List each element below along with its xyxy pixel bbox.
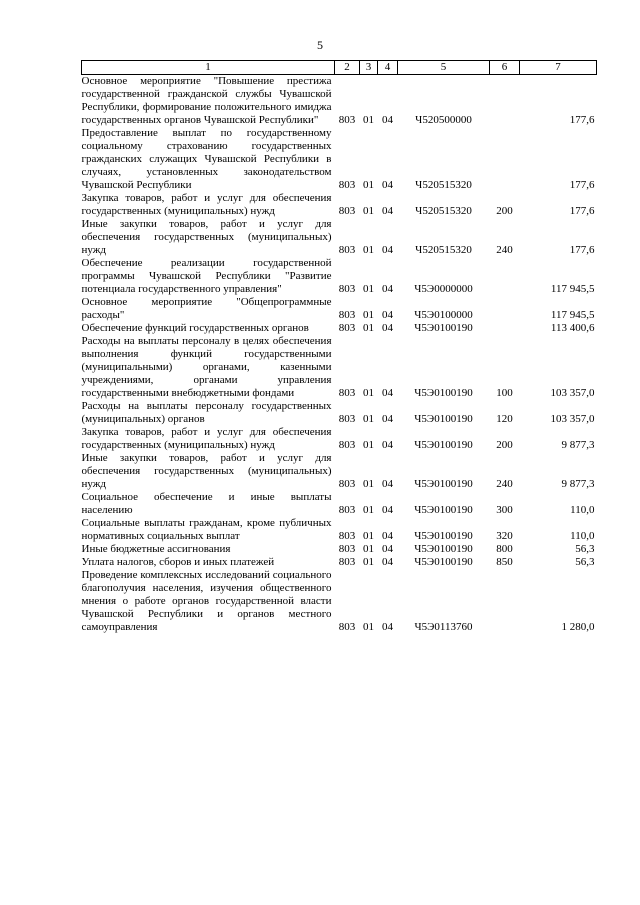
- row-amount: 103 357,0: [550, 387, 595, 399]
- row-expense-type: 240: [496, 244, 513, 256]
- row-target-article: Ч520500000: [415, 114, 472, 126]
- row-expense-type: [490, 257, 520, 296]
- row-name: Иные закупки товаров, работ и услуг для обеспечения государственных (муниципальных) нужд: [81, 452, 332, 490]
- row-subsection: 04: [382, 621, 393, 633]
- page-number: 5: [317, 38, 323, 52]
- table-row: [82, 75, 597, 128]
- row-name: Основное мероприятие "Общепрограммные расходы": [81, 296, 332, 321]
- row-subsection: 04: [382, 543, 393, 555]
- row-grbs: 803: [338, 309, 356, 321]
- row-amount: 113 400,6: [550, 322, 595, 334]
- table-row: [82, 452, 597, 491]
- row-amount: 177,6: [569, 205, 595, 217]
- header-col-2: 2: [335, 61, 360, 75]
- row-name: Уплата налогов, сборов и иных платежей: [81, 556, 275, 568]
- table-row: [82, 491, 597, 517]
- header-col-7: 7: [520, 61, 597, 75]
- row-name: Обеспечение функций государственных органов: [81, 322, 309, 334]
- row-target-article: Ч5Э0100190: [414, 478, 473, 490]
- row-amount: 177,6: [569, 179, 595, 191]
- table-row: [82, 400, 597, 426]
- row-name: Социальное обеспечение и иные выплаты населению: [81, 491, 332, 516]
- row-subsection: 04: [382, 530, 393, 542]
- row-grbs: 803: [338, 621, 356, 633]
- row-amount: 110,0: [570, 504, 595, 516]
- row-expense-type: [490, 296, 520, 322]
- row-section: 01: [363, 179, 374, 191]
- row-expense-type: 240: [496, 478, 513, 490]
- row-target-article: Ч5Э0100190: [414, 556, 473, 568]
- table-row: [82, 192, 597, 218]
- row-target-article: Ч5Э0113760: [414, 621, 473, 633]
- row-amount: 56,3: [575, 543, 595, 555]
- row-amount: 56,3: [575, 556, 595, 568]
- row-name: Проведение комплексных исследований социального благополучия населения, изучения общественного мнения о работе органов государственной власти Чувашской Республики и органов местного самоуправления: [81, 569, 332, 633]
- row-target-article: Ч520515320: [415, 244, 472, 256]
- table-row: [82, 543, 597, 556]
- row-name: Закупка товаров, работ и услуг для обеспечения государственных (муниципальных) нужд: [81, 192, 332, 217]
- table-row: [82, 569, 597, 634]
- row-name: Расходы на выплаты персоналу государственных (муниципальных) органов: [81, 400, 332, 425]
- row-grbs: 803: [338, 387, 356, 399]
- table-row: [82, 257, 597, 296]
- row-grbs: 803: [338, 322, 356, 334]
- row-subsection: 04: [382, 205, 393, 217]
- row-section: 01: [363, 478, 374, 490]
- row-name: Иные закупки товаров, работ и услуг для обеспечения государственных (муниципальных) нужд: [81, 218, 332, 256]
- row-section: 01: [363, 413, 374, 425]
- row-section: 01: [363, 205, 374, 217]
- row-section: 01: [363, 530, 374, 542]
- row-target-article: Ч5Э0100000: [414, 309, 473, 321]
- row-grbs: 803: [338, 439, 356, 451]
- row-grbs: 803: [338, 478, 356, 490]
- row-target-article: Ч5Э0100190: [414, 322, 473, 334]
- row-expense-type: [490, 127, 520, 192]
- row-grbs: 803: [338, 283, 356, 295]
- row-section: 01: [363, 309, 374, 321]
- row-grbs: 803: [338, 205, 356, 217]
- row-subsection: 04: [382, 478, 393, 490]
- table-row: [82, 335, 597, 400]
- row-grbs: 803: [338, 543, 356, 555]
- table-row: [82, 322, 597, 335]
- row-target-article: Ч520515320: [415, 205, 472, 217]
- row-subsection: 04: [382, 179, 393, 191]
- row-section: 01: [363, 621, 374, 633]
- row-grbs: 803: [338, 504, 356, 516]
- row-target-article: Ч5Э0000000: [414, 283, 473, 295]
- header-col-6: 6: [490, 61, 520, 75]
- row-amount: 117 945,5: [550, 309, 595, 321]
- row-amount: 117 945,5: [550, 283, 595, 295]
- row-subsection: 04: [382, 114, 393, 126]
- row-name: Обеспечение реализации государственной программы Чувашской Республики "Развитие потенциала государственного управления": [81, 257, 332, 295]
- row-amount: 177,6: [569, 114, 595, 126]
- row-grbs: 803: [338, 413, 356, 425]
- row-target-article: Ч5Э0100190: [414, 439, 473, 451]
- row-subsection: 04: [382, 309, 393, 321]
- row-section: 01: [363, 543, 374, 555]
- row-section: 01: [363, 439, 374, 451]
- table-row: [82, 517, 597, 543]
- row-section: 01: [363, 387, 374, 399]
- row-name: Закупка товаров, работ и услуг для обеспечения государственных (муниципальных) нужд: [81, 426, 332, 451]
- row-expense-type: 200: [496, 205, 513, 217]
- row-expense-type: 200: [496, 439, 513, 451]
- row-expense-type: 800: [496, 543, 513, 555]
- row-subsection: 04: [382, 439, 393, 451]
- row-subsection: 04: [382, 556, 393, 568]
- row-target-article: Ч520515320: [415, 179, 472, 191]
- row-name: Предоставление выплат по государственному социальному страхованию государственных гражданских служащих Чувашской Республики в случаях, установленных законодательством Чувашской Республики: [81, 127, 332, 191]
- table-row: [82, 426, 597, 452]
- row-amount: 1 280,0: [561, 621, 595, 633]
- table-row: [82, 296, 597, 322]
- row-amount: 103 357,0: [550, 413, 595, 425]
- budget-table: [81, 60, 597, 634]
- row-section: 01: [363, 244, 374, 256]
- row-expense-type: [490, 75, 520, 128]
- table-row: [82, 218, 597, 257]
- row-expense-type: 300: [496, 504, 513, 516]
- header-col-5: 5: [398, 61, 490, 75]
- row-subsection: 04: [382, 413, 393, 425]
- row-section: 01: [363, 556, 374, 568]
- row-section: 01: [363, 322, 374, 334]
- row-expense-type: [490, 322, 520, 335]
- header-col-1: 1: [82, 61, 335, 75]
- row-section: 01: [363, 114, 374, 126]
- row-name: Социальные выплаты гражданам, кроме публичных нормативных социальных выплат: [81, 517, 332, 542]
- row-target-article: Ч5Э0100190: [414, 387, 473, 399]
- row-name: Иные бюджетные ассигнования: [81, 543, 231, 555]
- row-expense-type: 120: [496, 413, 513, 425]
- row-grbs: 803: [338, 244, 356, 256]
- row-amount: 9 877,3: [561, 439, 595, 451]
- row-subsection: 04: [382, 283, 393, 295]
- row-expense-type: [490, 569, 520, 634]
- table-row: [82, 556, 597, 569]
- row-subsection: 04: [382, 387, 393, 399]
- table-row: [82, 127, 597, 192]
- row-target-article: Ч5Э0100190: [414, 543, 473, 555]
- row-name: Расходы на выплаты персоналу в целях обеспечения выполнения функций государственными (муниципальными) органами, казенными учреждениями, органами управления государственными внебюджетными фондами: [81, 335, 332, 399]
- row-name: Основное мероприятие "Повышение престижа государственной гражданской службы Чувашской Республики, формирование положительного имиджа государственных органов Чувашской Республики": [81, 75, 332, 126]
- row-expense-type: 850: [496, 556, 513, 568]
- row-amount: 110,0: [570, 530, 595, 542]
- row-section: 01: [363, 283, 374, 295]
- header-col-3: 3: [360, 61, 378, 75]
- row-grbs: 803: [338, 114, 356, 126]
- row-section: 01: [363, 504, 374, 516]
- row-expense-type: 320: [496, 530, 513, 542]
- row-grbs: 803: [338, 530, 356, 542]
- row-grbs: 803: [338, 556, 356, 568]
- row-target-article: Ч5Э0100190: [414, 504, 473, 516]
- row-target-article: Ч5Э0100190: [414, 413, 473, 425]
- column-number-header: [82, 61, 597, 75]
- row-subsection: 04: [382, 504, 393, 516]
- row-amount: 9 877,3: [561, 478, 595, 490]
- row-grbs: 803: [338, 179, 356, 191]
- header-col-4: 4: [378, 61, 398, 75]
- row-expense-type: 100: [496, 387, 513, 399]
- row-subsection: 04: [382, 244, 393, 256]
- row-subsection: 04: [382, 322, 393, 334]
- row-target-article: Ч5Э0100190: [414, 530, 473, 542]
- row-amount: 177,6: [569, 244, 595, 256]
